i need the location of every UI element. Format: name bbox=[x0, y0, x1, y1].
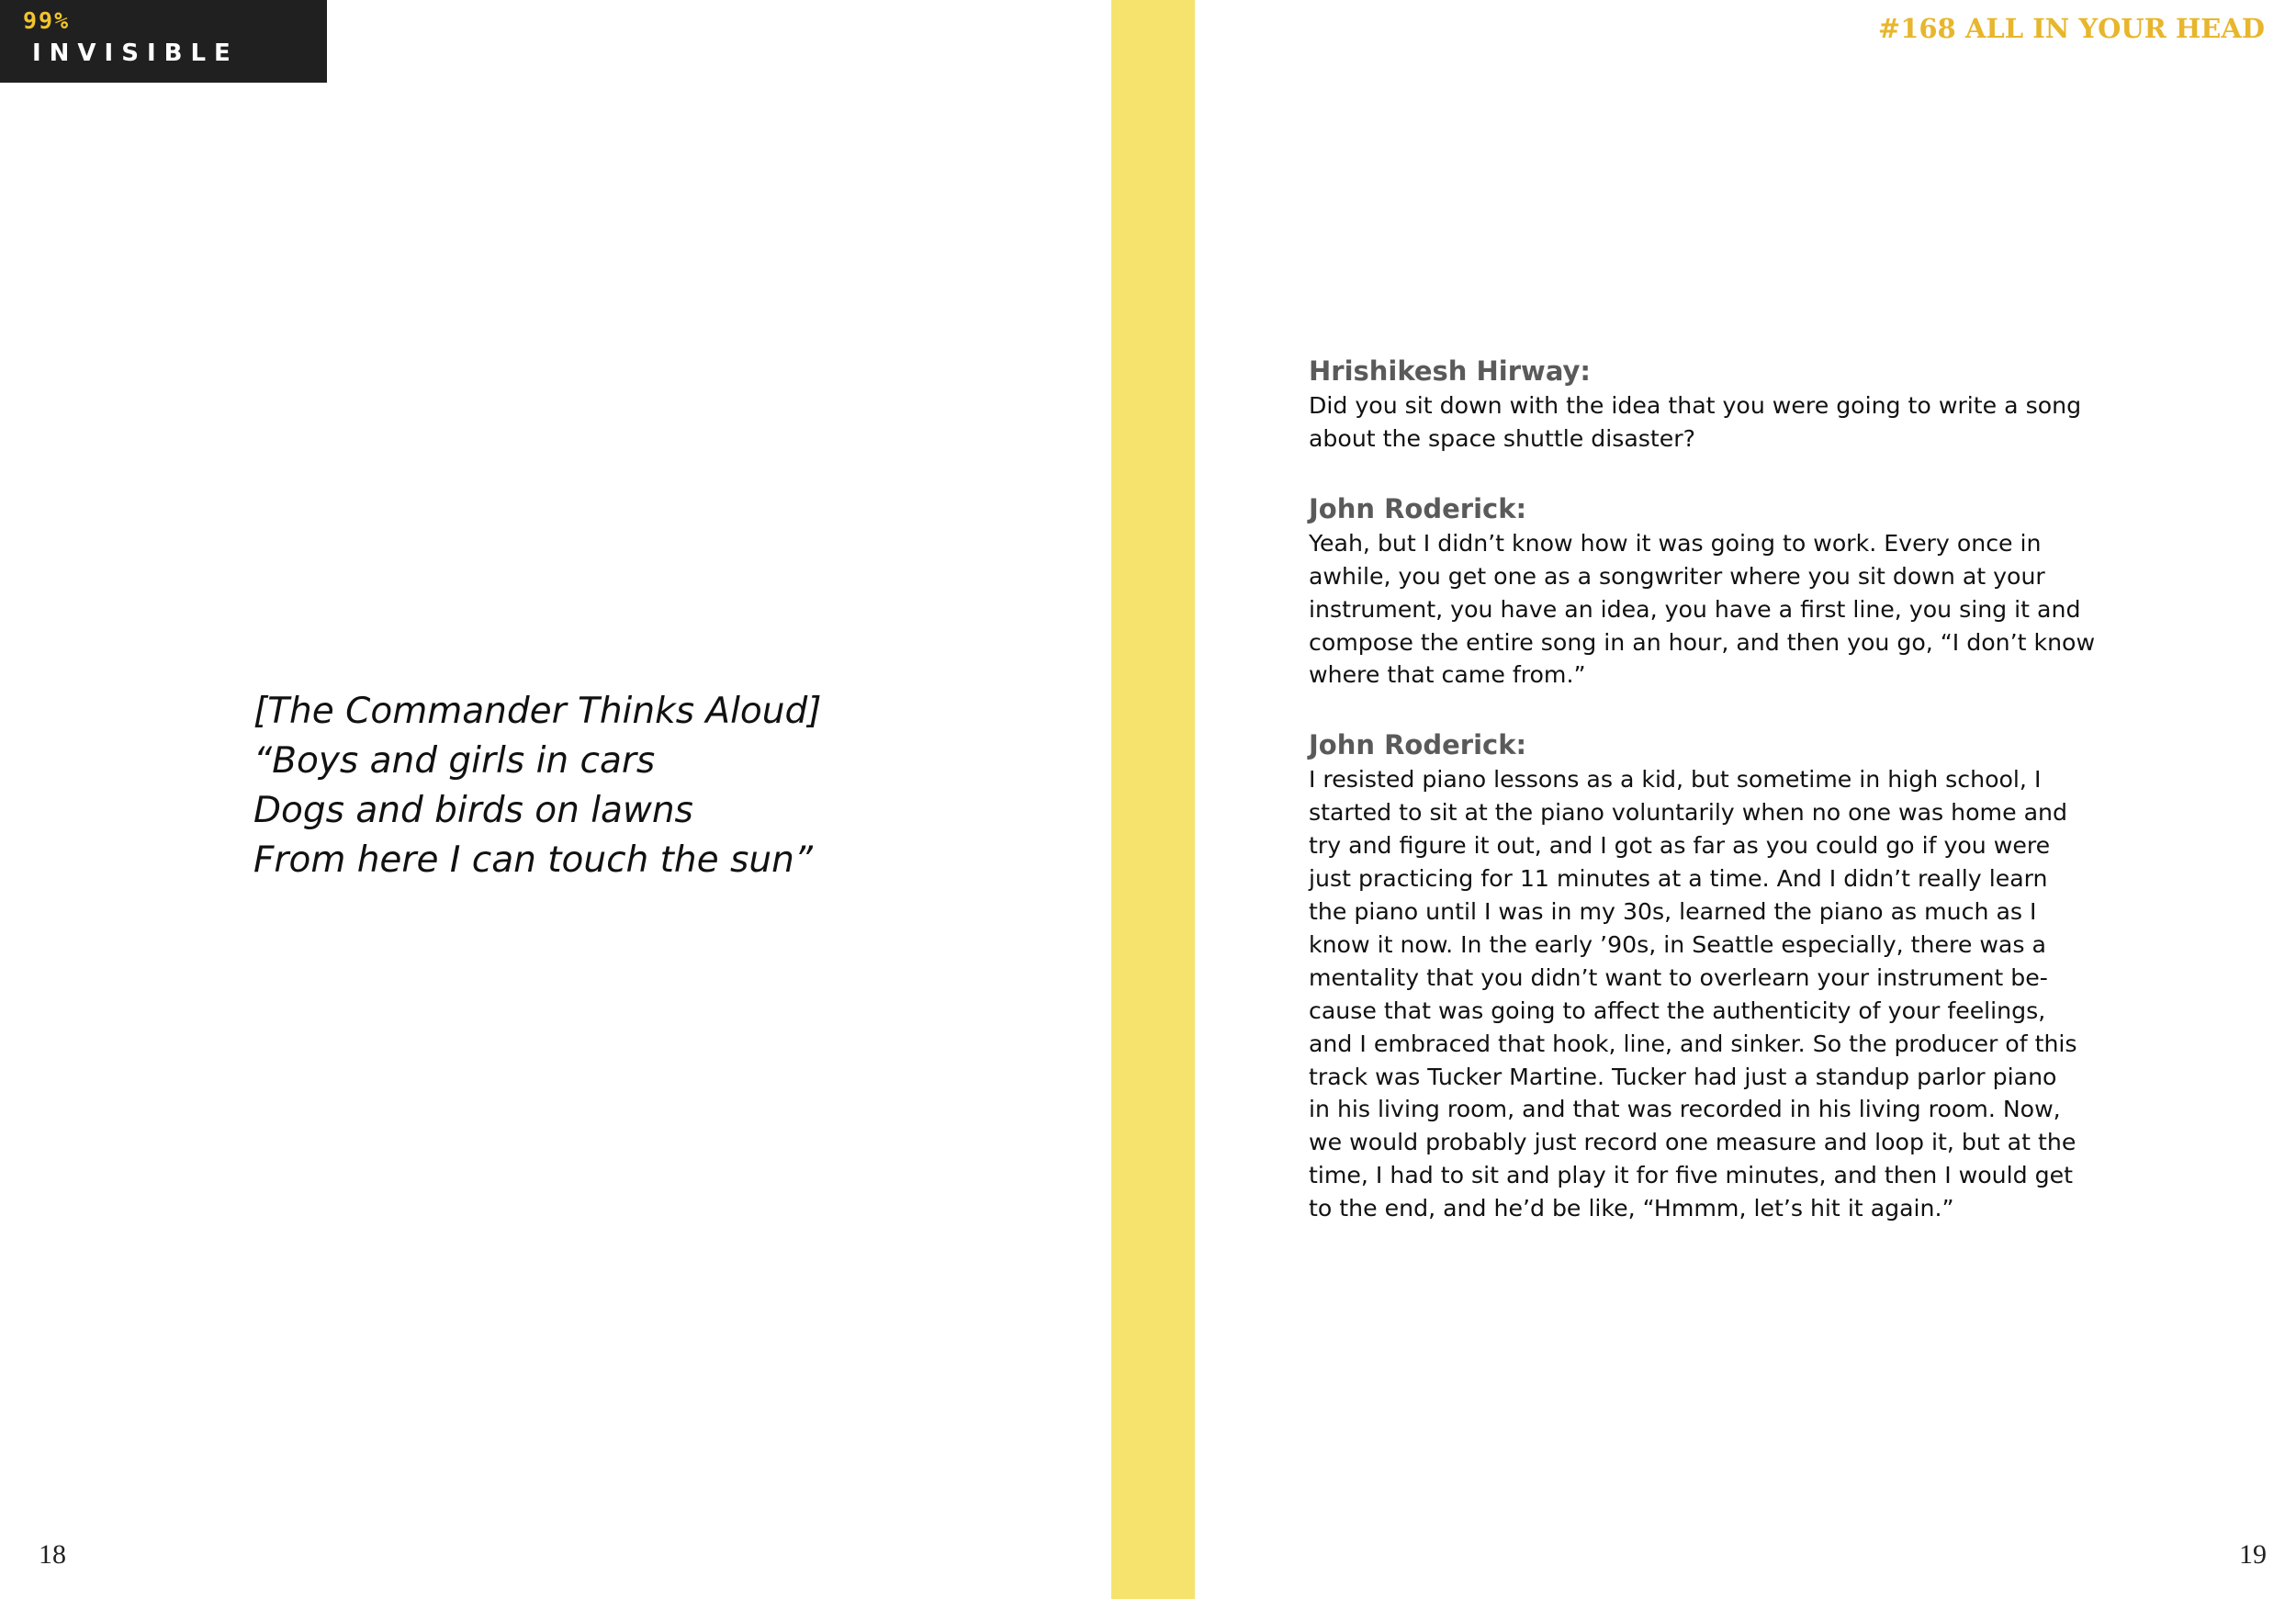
lyrics-quote bbox=[253, 687, 951, 885]
speaker-name: John Roderick: bbox=[1309, 492, 1527, 524]
transcript-line: in his living room, and that was recorded in his living room. Now, bbox=[1309, 1096, 2061, 1123]
speaker-name: Hrishikesh Hirway: bbox=[1309, 355, 1592, 387]
transcript-paragraph bbox=[1309, 389, 2117, 456]
episode-title: #168 ALL IN YOUR HEAD bbox=[1877, 13, 2265, 44]
lyrics-line: “Boys and girls in cars bbox=[253, 740, 656, 782]
transcript-line: know it now. In the early ’90s, in Seattle especially, there was a bbox=[1309, 930, 2046, 958]
transcript-line: try and figure it out, and I got as far as you could go if you were bbox=[1309, 832, 2051, 860]
transcript-line: Did you sit down with the idea that you were going to write a song bbox=[1309, 392, 2082, 419]
transcript-line: track was Tucker Martine. Tucker had just a standup parlor piano bbox=[1309, 1063, 2057, 1090]
transcript-line: started to sit at the piano voluntarily when no one was home and bbox=[1309, 799, 2067, 827]
transcript-paragraph bbox=[1309, 763, 2117, 1225]
lyrics-line: [The Commander Thinks Aloud] bbox=[253, 691, 822, 732]
transcript-line: cause that was going to affect the authenticity of your feelings, bbox=[1309, 997, 2046, 1024]
lyrics-line: From here I can touch the sun” bbox=[253, 839, 813, 881]
transcript-block bbox=[1309, 490, 2117, 693]
transcript-line: to the end, and he’d be like, “Hmmm, let’s hit it again.” bbox=[1309, 1195, 1954, 1222]
brand-logo bbox=[0, 0, 327, 83]
page-number-left: 18 bbox=[39, 1539, 66, 1570]
transcript-line: I resisted piano lessons as a kid, but sometime in high school, I bbox=[1309, 766, 2042, 794]
logo-invisible-text: INVISIBLE bbox=[32, 39, 239, 67]
transcript-block bbox=[1309, 353, 2117, 456]
transcript-line: mentality that you didn’t want to overlearn your instrument be- bbox=[1309, 963, 2048, 991]
transcript-line: Yeah, but I didn’t know how it was going to work. Every once in bbox=[1309, 529, 2042, 557]
transcript bbox=[1309, 353, 2117, 1260]
transcript-line: about the space shuttle disaster? bbox=[1309, 424, 1695, 452]
transcript-line: where that came from.” bbox=[1309, 661, 1586, 689]
transcript-line: and I embraced that hook, line, and sinker. So the producer of this bbox=[1309, 1030, 2077, 1057]
speaker-name: John Roderick: bbox=[1309, 729, 1527, 761]
gutter-stripe bbox=[1111, 0, 1195, 1599]
lyrics-line: Dogs and birds on lawns bbox=[253, 790, 693, 831]
transcript-line: compose the entire song in an hour, and then you go, “I don’t know bbox=[1309, 628, 2096, 656]
transcript-paragraph bbox=[1309, 527, 2117, 693]
page-number-right: 19 bbox=[2239, 1539, 2267, 1570]
transcript-block bbox=[1309, 726, 2117, 1225]
logo-percent-text: 99% bbox=[23, 7, 71, 34]
transcript-line: just practicing for 11 minutes at a time. And I didn’t really learn bbox=[1309, 865, 2048, 893]
transcript-line: the piano until I was in my 30s, learned the piano as much as I bbox=[1309, 897, 2037, 925]
transcript-line: instrument, you have an idea, you have a first line, you sing it and bbox=[1309, 595, 2081, 623]
transcript-line: time, I had to sit and play it for five minutes, and then I would get bbox=[1309, 1162, 2073, 1189]
transcript-line: awhile, you get one as a songwriter where you sit down at your bbox=[1309, 562, 2045, 590]
transcript-line: we would probably just record one measure and loop it, but at the bbox=[1309, 1129, 2077, 1156]
